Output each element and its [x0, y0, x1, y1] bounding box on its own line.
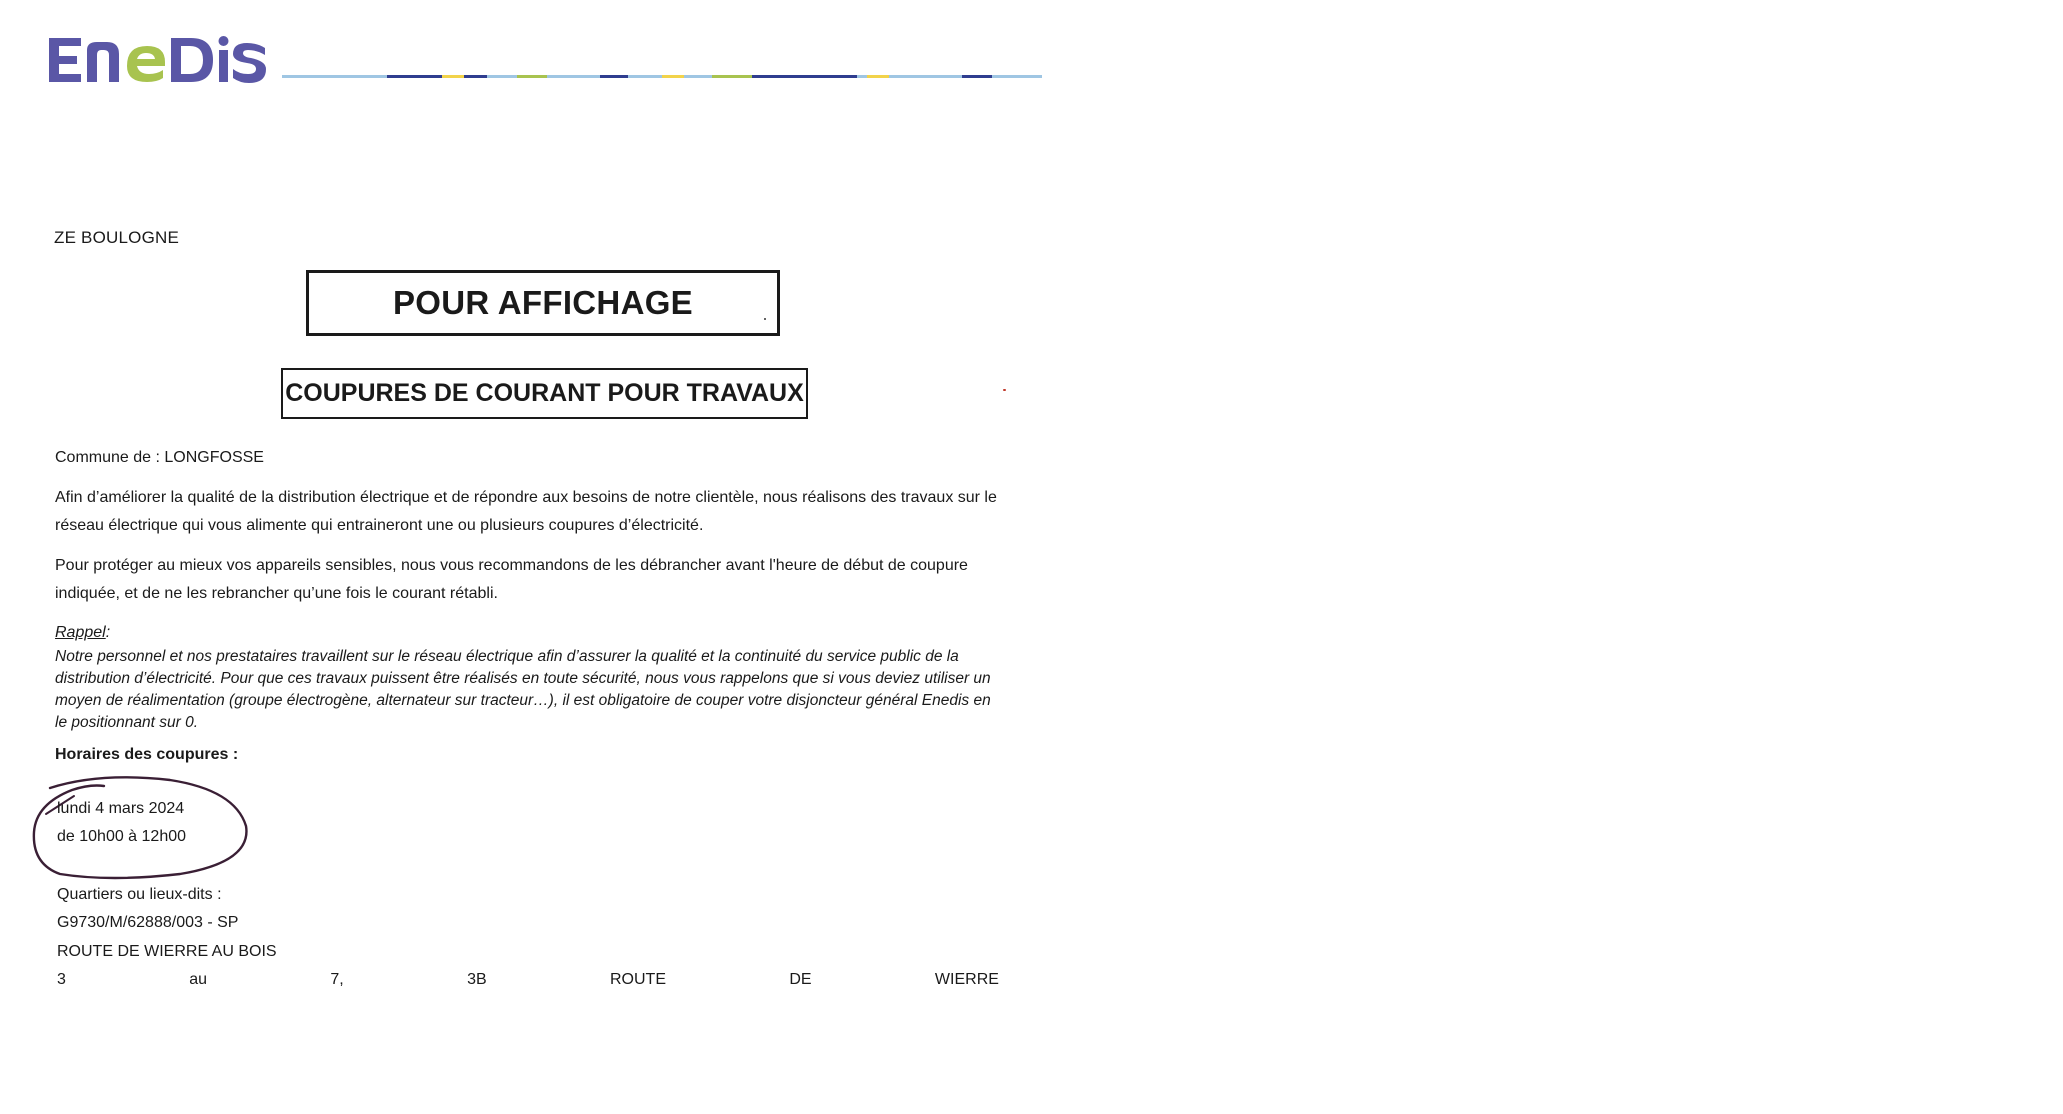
rappel-text: Notre personnel et nos prestataires travaillent sur le réseau électrique afin d’assurer la qualité et la continuité du service public de la distribution d’électricité. Pour que ces travaux puissent être réalisés en toute sécurité, nous vous rappelons que si vous deviez utiliser un moyen de réalimentation (groupe électrogène, alternateur sur tracteur…), il est obligatoire de couper votre disjoncteur général Enedis en le positionnant sur 0.	[55, 648, 991, 731]
horaires-heading: Horaires des coupures :	[55, 746, 239, 763]
address-range	[57, 971, 999, 989]
header-decorative-rule	[282, 74, 1042, 80]
outage-date: lundi 4 mars 2024	[57, 800, 185, 817]
agency-name: ZE BOULOGNE	[54, 228, 180, 247]
locations-heading: Quartiers ou lieux-dits :	[57, 886, 222, 903]
address-word: 3	[57, 971, 66, 988]
intro-paragraph: Afin d’améliorer la qualité de la distribution électrique et de répondre aux besoins de notre clientèle, nous réalisons des travaux sur le réseau électrique qui vous alimente qui entraineront une ou plusieurs coupures d’électricité.	[55, 489, 997, 534]
notice-title: POUR AFFICHAGE	[306, 270, 780, 336]
work-order-code: G9730/M/62888/003 - SP	[57, 914, 239, 931]
scan-speck	[1003, 389, 1006, 391]
address-word: ROUTE	[610, 971, 666, 988]
rappel-label: Rappel	[55, 624, 106, 641]
enedis-logo-icon	[43, 28, 269, 92]
address-word: au	[189, 971, 208, 988]
advice-paragraph: Pour protéger au mieux vos appareils sensibles, nous vous recommandons de les débrancher avant l'heure de début de coupure indiquée, et de ne les rebrancher qu’une fois le courant rétabli.	[55, 557, 968, 602]
scan-speck	[764, 318, 766, 320]
enedis-logo	[43, 28, 269, 92]
address-word: WIERRE	[934, 971, 999, 988]
address-word: 7,	[330, 971, 344, 988]
address-word: 3B	[467, 971, 487, 988]
rappel-heading	[55, 624, 110, 642]
rappel-colon: :	[105, 624, 111, 641]
street-name: ROUTE DE WIERRE AU BOIS	[57, 943, 277, 960]
address-word: DE	[789, 971, 812, 988]
commune-line: Commune de : LONGFOSSE	[55, 449, 264, 466]
outage-time-range: de 10h00 à 12h00	[57, 828, 187, 845]
notice-subtitle: COUPURES DE COURANT POUR TRAVAUX	[281, 368, 808, 419]
